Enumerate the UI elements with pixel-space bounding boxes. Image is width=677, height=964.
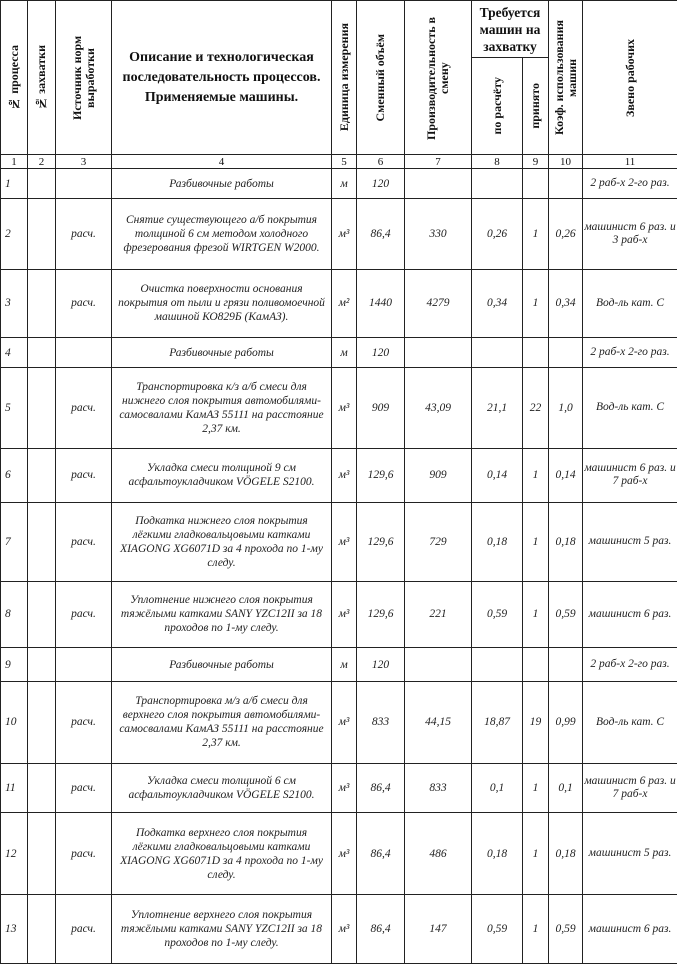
unit-cell: м³ xyxy=(332,199,357,269)
process-number-cell: 6 xyxy=(1,448,28,502)
calculated-machines-cell: 0,26 xyxy=(472,199,523,269)
usage-coefficient-cell: 0,14 xyxy=(549,448,583,502)
table-row xyxy=(1,581,677,647)
calculated-machines-cell: 0,18 xyxy=(472,812,523,895)
productivity-cell: 147 xyxy=(405,895,472,964)
header-calculated: по расчёту xyxy=(472,58,523,155)
crew-cell: машинист 6 раз. xyxy=(583,581,677,647)
header-machines-required: Требуется машин на захватку xyxy=(472,1,549,58)
table-row xyxy=(1,368,677,449)
unit-cell: м xyxy=(332,338,357,368)
shift-volume-cell: 86,4 xyxy=(357,199,405,269)
zone-number-cell xyxy=(28,503,56,581)
crew-cell: машинист 6 раз. и 3 раб-х xyxy=(583,199,677,269)
crew-cell: Вод-ль кат. С xyxy=(583,682,677,764)
unit-cell: м³ xyxy=(332,368,357,449)
zone-number-cell xyxy=(28,647,56,681)
shift-volume-cell: 129,6 xyxy=(357,448,405,502)
crew-cell: Вод-ль кат. С xyxy=(583,368,677,449)
crew-cell: машинист 5 раз. xyxy=(583,812,677,895)
table-row xyxy=(1,763,677,812)
calculated-machines-cell: 21,1 xyxy=(472,368,523,449)
norm-source-cell: расч. xyxy=(56,812,112,895)
column-number: 1 xyxy=(1,155,28,169)
calculated-machines-cell: 0,59 xyxy=(472,581,523,647)
header-description: Описание и технологическая последовательность процессов. Применяемые машины. xyxy=(112,1,332,155)
column-number: 11 xyxy=(583,155,677,169)
accepted-machines-cell: 1 xyxy=(523,503,549,581)
norm-source-cell xyxy=(56,338,112,368)
productivity-cell: 43,09 xyxy=(405,368,472,449)
unit-cell: м³ xyxy=(332,581,357,647)
shift-volume-cell: 120 xyxy=(357,169,405,199)
table-row xyxy=(1,199,677,269)
usage-coefficient-cell: 0,34 xyxy=(549,269,583,337)
shift-volume-cell: 129,6 xyxy=(357,503,405,581)
usage-coefficient-cell xyxy=(549,338,583,368)
zone-number-cell xyxy=(28,199,56,269)
calculated-machines-cell xyxy=(472,338,523,368)
description-cell: Транспортировка к/з а/б смеси для нижнего слоя покрытия автомобилями-самосвалами КамАЗ 55111 на расстояние 2,37 км. xyxy=(112,368,332,449)
crew-cell: машинист 6 раз. xyxy=(583,895,677,964)
accepted-machines-cell: 1 xyxy=(523,448,549,502)
header-productivity: Производительность в смену xyxy=(405,1,472,155)
usage-coefficient-cell: 0,18 xyxy=(549,503,583,581)
table-body xyxy=(1,169,677,964)
norm-source-cell: расч. xyxy=(56,448,112,502)
header-accepted: принято xyxy=(523,58,549,155)
zone-number-cell xyxy=(28,368,56,449)
productivity-cell: 221 xyxy=(405,581,472,647)
norm-source-cell: расч. xyxy=(56,269,112,337)
crew-cell: машинист 5 раз. xyxy=(583,503,677,581)
zone-number-cell xyxy=(28,682,56,764)
zone-number-cell xyxy=(28,895,56,964)
process-number-cell: 4 xyxy=(1,338,28,368)
column-number: 4 xyxy=(112,155,332,169)
calculated-machines-cell: 18,87 xyxy=(472,682,523,764)
description-cell: Подкатка нижнего слоя покрытия лёгкими гладковальцовыми катками XIAGONG XG6071D за 4 прохода по 1-му следу. xyxy=(112,503,332,581)
accepted-machines-cell: 19 xyxy=(523,682,549,764)
unit-cell: м³ xyxy=(332,763,357,812)
unit-cell: м³ xyxy=(332,448,357,502)
shift-volume-cell: 1440 xyxy=(357,269,405,337)
zone-number-cell xyxy=(28,269,56,337)
norm-source-cell: расч. xyxy=(56,581,112,647)
column-number-row xyxy=(1,155,677,169)
description-cell: Транспортировка м/з а/б смеси для верхнего слоя покрытия автомобилями-самосвалами КамАЗ 55111 на расстояние 2,37 км. xyxy=(112,682,332,764)
accepted-machines-cell xyxy=(523,338,549,368)
productivity-cell: 4279 xyxy=(405,269,472,337)
shift-volume-cell: 86,4 xyxy=(357,895,405,964)
column-number: 6 xyxy=(357,155,405,169)
header-row xyxy=(1,1,677,58)
shift-volume-cell: 86,4 xyxy=(357,763,405,812)
table-row xyxy=(1,169,677,199)
productivity-cell: 330 xyxy=(405,199,472,269)
norm-source-cell: расч. xyxy=(56,895,112,964)
unit-cell: м³ xyxy=(332,503,357,581)
shift-volume-cell: 833 xyxy=(357,682,405,764)
productivity-cell: 44,15 xyxy=(405,682,472,764)
usage-coefficient-cell: 0,59 xyxy=(549,895,583,964)
description-cell: Уплотнение нижнего слоя покрытия тяжёлыми катками SANY YZC12II за 18 проходов по 1-му следу. xyxy=(112,581,332,647)
norm-source-cell xyxy=(56,169,112,199)
description-cell: Укладка смеси толщиной 6 см асфальтоукладчиком VÖGELE S2100. xyxy=(112,763,332,812)
norm-source-cell xyxy=(56,647,112,681)
productivity-cell xyxy=(405,169,472,199)
header-unit: Единица измерения xyxy=(332,1,357,155)
unit-cell: м³ xyxy=(332,682,357,764)
zone-number-cell xyxy=(28,581,56,647)
description-cell: Укладка смеси толщиной 9 см асфальтоукладчиком VÖGELE S2100. xyxy=(112,448,332,502)
shift-volume-cell: 120 xyxy=(357,338,405,368)
usage-coefficient-cell xyxy=(549,169,583,199)
norm-source-cell: расч. xyxy=(56,763,112,812)
calculated-machines-cell xyxy=(472,647,523,681)
column-number: 8 xyxy=(472,155,523,169)
process-number-cell: 10 xyxy=(1,682,28,764)
zone-number-cell xyxy=(28,812,56,895)
accepted-machines-cell: 1 xyxy=(523,812,549,895)
usage-coefficient-cell: 0,99 xyxy=(549,682,583,764)
column-number: 5 xyxy=(332,155,357,169)
column-number: 7 xyxy=(405,155,472,169)
description-cell: Разбивочные работы xyxy=(112,647,332,681)
crew-cell: 2 раб-х 2-го раз. xyxy=(583,647,677,681)
shift-volume-cell: 129,6 xyxy=(357,581,405,647)
description-cell: Разбивочные работы xyxy=(112,338,332,368)
crew-cell: Вод-ль кат. С xyxy=(583,269,677,337)
shift-volume-cell: 86,4 xyxy=(357,812,405,895)
shift-volume-cell: 120 xyxy=(357,647,405,681)
description-cell: Снятие существующего а/б покрытия толщиной 6 см методом холодного фрезерования фрезой WIRTGEN W2000. xyxy=(112,199,332,269)
usage-coefficient-cell: 0,1 xyxy=(549,763,583,812)
norm-source-cell: расч. xyxy=(56,199,112,269)
unit-cell: м² xyxy=(332,269,357,337)
unit-cell: м³ xyxy=(332,812,357,895)
accepted-machines-cell: 1 xyxy=(523,581,549,647)
table-row xyxy=(1,448,677,502)
process-number-cell: 2 xyxy=(1,199,28,269)
header-crew: Звено рабочих xyxy=(583,1,677,155)
calculated-machines-cell: 0,59 xyxy=(472,895,523,964)
zone-number-cell xyxy=(28,338,56,368)
process-number-cell: 9 xyxy=(1,647,28,681)
header-zone-number: № захватки xyxy=(28,1,56,155)
table-row xyxy=(1,338,677,368)
norm-source-cell: расч. xyxy=(56,682,112,764)
accepted-machines-cell: 1 xyxy=(523,895,549,964)
description-cell: Подкатка верхнего слоя покрытия лёгкими гладковальцовыми катками XIAGONG XG6071D за 4 прохода по 1-му следу. xyxy=(112,812,332,895)
header-process-number: № процесса xyxy=(1,1,28,155)
shift-volume-cell: 909 xyxy=(357,368,405,449)
table-row xyxy=(1,647,677,681)
calculated-machines-cell xyxy=(472,169,523,199)
zone-number-cell xyxy=(28,169,56,199)
process-number-cell: 8 xyxy=(1,581,28,647)
process-number-cell: 5 xyxy=(1,368,28,449)
process-number-cell: 11 xyxy=(1,763,28,812)
table-row xyxy=(1,269,677,337)
column-number: 10 xyxy=(549,155,583,169)
process-number-cell: 13 xyxy=(1,895,28,964)
column-number: 2 xyxy=(28,155,56,169)
accepted-machines-cell xyxy=(523,169,549,199)
productivity-cell: 833 xyxy=(405,763,472,812)
crew-cell: машинист 6 раз. и 7 раб-х xyxy=(583,763,677,812)
usage-coefficient-cell xyxy=(549,647,583,681)
productivity-cell: 909 xyxy=(405,448,472,502)
zone-number-cell xyxy=(28,448,56,502)
table-row xyxy=(1,503,677,581)
table-row xyxy=(1,682,677,764)
header-norm-source: Источник норм выработки xyxy=(56,1,112,155)
usage-coefficient-cell: 1,0 xyxy=(549,368,583,449)
crew-cell: 2 раб-х 2-го раз. xyxy=(583,169,677,199)
norm-source-cell: расч. xyxy=(56,368,112,449)
unit-cell: м xyxy=(332,169,357,199)
norm-source-cell: расч. xyxy=(56,503,112,581)
calculated-machines-cell: 0,18 xyxy=(472,503,523,581)
accepted-machines-cell xyxy=(523,647,549,681)
calculated-machines-cell: 0,34 xyxy=(472,269,523,337)
process-number-cell: 1 xyxy=(1,169,28,199)
description-cell: Очистка поверхности основания покрытия от пыли и грязи поливомоечной машиной КО829Б (КамАЗ). xyxy=(112,269,332,337)
usage-coefficient-cell: 0,26 xyxy=(549,199,583,269)
process-number-cell: 7 xyxy=(1,503,28,581)
description-cell: Разбивочные работы xyxy=(112,169,332,199)
header-usage-coefficient: Коэф. использования машин xyxy=(549,1,583,155)
accepted-machines-cell: 1 xyxy=(523,199,549,269)
process-number-cell: 3 xyxy=(1,269,28,337)
description-cell: Уплотнение верхнего слоя покрытия тяжёлыми катками SANY YZC12II за 18 проходов по 1-му следу. xyxy=(112,895,332,964)
unit-cell: м xyxy=(332,647,357,681)
usage-coefficient-cell: 0,18 xyxy=(549,812,583,895)
crew-cell: 2 раб-х 2-го раз. xyxy=(583,338,677,368)
unit-cell: м³ xyxy=(332,895,357,964)
productivity-cell: 729 xyxy=(405,503,472,581)
accepted-machines-cell: 1 xyxy=(523,763,549,812)
crew-cell: машинист 6 раз. и 7 раб-х xyxy=(583,448,677,502)
table-row xyxy=(1,895,677,964)
productivity-cell xyxy=(405,647,472,681)
accepted-machines-cell: 22 xyxy=(523,368,549,449)
column-number: 3 xyxy=(56,155,112,169)
header-shift-volume: Сменный объём xyxy=(357,1,405,155)
column-number: 9 xyxy=(523,155,549,169)
zone-number-cell xyxy=(28,763,56,812)
productivity-cell xyxy=(405,338,472,368)
accepted-machines-cell: 1 xyxy=(523,269,549,337)
table-row xyxy=(1,812,677,895)
calculated-machines-cell: 0,1 xyxy=(472,763,523,812)
calculated-machines-cell: 0,14 xyxy=(472,448,523,502)
usage-coefficient-cell: 0,59 xyxy=(549,581,583,647)
process-number-cell: 12 xyxy=(1,812,28,895)
productivity-cell: 486 xyxy=(405,812,472,895)
